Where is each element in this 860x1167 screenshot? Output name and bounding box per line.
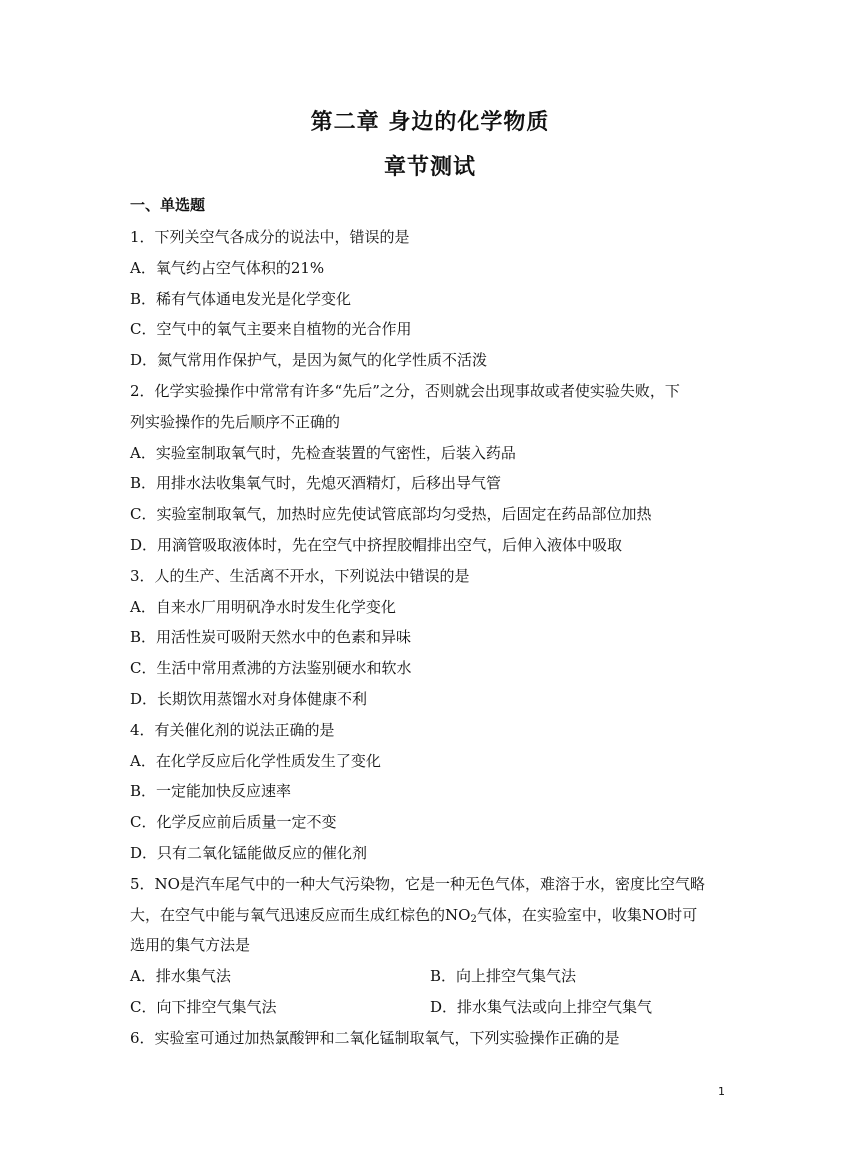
- question-5-options-row-2: [130, 992, 735, 1023]
- question-3-option-b: B．用活性炭可吸附天然水中的色素和异味: [130, 628, 412, 647]
- question-6-stem: 6．实验室可通过加热氯酸钾和二氧化锰制取氧气，下列实验操作正确的是: [130, 1028, 620, 1047]
- question-1-option-c: C．空气中的氧气主要来自植物的光合作用: [130, 320, 412, 339]
- question-5-option-b: B．向上排空气集气法: [430, 967, 577, 986]
- question-4-stem: 4．有关催化剂的说法正确的是: [130, 720, 335, 739]
- question-1-option-a: A．氧气约占空气体积的21%: [130, 258, 325, 277]
- question-5-stem-line-2: [130, 900, 735, 931]
- page-title: 第二章 身边的化学物质: [310, 110, 550, 135]
- question-5-stem-line-3: 选用的集气方法是: [130, 936, 251, 955]
- no2-subscript: 2: [470, 913, 477, 925]
- question-5-option-c: C．向下排空气集气法: [130, 997, 277, 1016]
- question-list: [130, 222, 735, 1054]
- question-5-option-d: D．排水集气法或向上排空气集气: [430, 997, 653, 1016]
- question-4-option-a: A．在化学反应后化学性质发生了变化: [130, 751, 381, 770]
- page-number: 1: [718, 1085, 725, 1098]
- question-3-stem: 3．人的生产、生活离不开水，下列说法中错误的是: [130, 566, 470, 585]
- question-1-option-b: B．稀有气体通电发光是化学变化: [130, 289, 352, 308]
- question-4-option-b: B．一定能加快反应速率: [130, 782, 292, 801]
- question-2-option-d: D．用滴管吸取液体时，先在空气中挤捏胶帽排出空气，后伸入液体中吸取: [130, 535, 623, 554]
- question-2-option-c: C．实验室制取氧气，加热时应先使试管底部均匀受热，后固定在药品部位加热: [130, 505, 652, 524]
- question-2-stem-line-1: 2．化学实验操作中常常有许多“先后”之分，否则就会出现事故或者使实验失败，下: [130, 381, 680, 400]
- question-3-option-a: A．自来水厂用明矾净水时发生化学变化: [130, 597, 396, 616]
- question-3-option-c: C．生活中常用煮沸的方法鉴别硬水和软水: [130, 659, 412, 678]
- question-2-stem-line-2: 列实验操作的先后顺序不正确的: [130, 412, 341, 431]
- question-5-stem-line-2-a: 大，在空气中能与氧气迅速反应而生成红棕色的NO: [130, 905, 471, 924]
- question-2-option-a: A．实验室制取氧气时，先检查装置的气密性，后装入药品: [130, 443, 516, 462]
- question-5-option-a: A．排水集气法: [130, 967, 231, 986]
- question-5-stem-line-2-b: 气体，在实验室中，收集NO时可: [476, 905, 698, 924]
- question-4-option-c: C．化学反应前后质量一定不变: [130, 813, 337, 832]
- question-4-option-d: D．只有二氧化锰能做反应的催化剂: [130, 843, 368, 862]
- section-heading: 一、单选题: [130, 196, 206, 214]
- question-1-stem: 1．下列关空气各成分的说法中，错误的是: [130, 228, 410, 246]
- question-3-option-d: D．长期饮用蒸馏水对身体健康不利: [130, 689, 368, 708]
- question-5-options-row-1: [130, 961, 735, 992]
- question-2-option-b: B．用排水法收集氧气时，先熄灭酒精灯，后移出导气管: [130, 474, 502, 493]
- question-5-stem-line-1: 5．NO是汽车尾气中的一种大气污染物，它是一种无色气体，难溶于水，密度比空气略: [130, 874, 705, 893]
- page-subtitle: 章节测试: [383, 155, 476, 180]
- question-1-option-d: D．氮气常用作保护气，是因为氮气的化学性质不活泼: [130, 351, 488, 370]
